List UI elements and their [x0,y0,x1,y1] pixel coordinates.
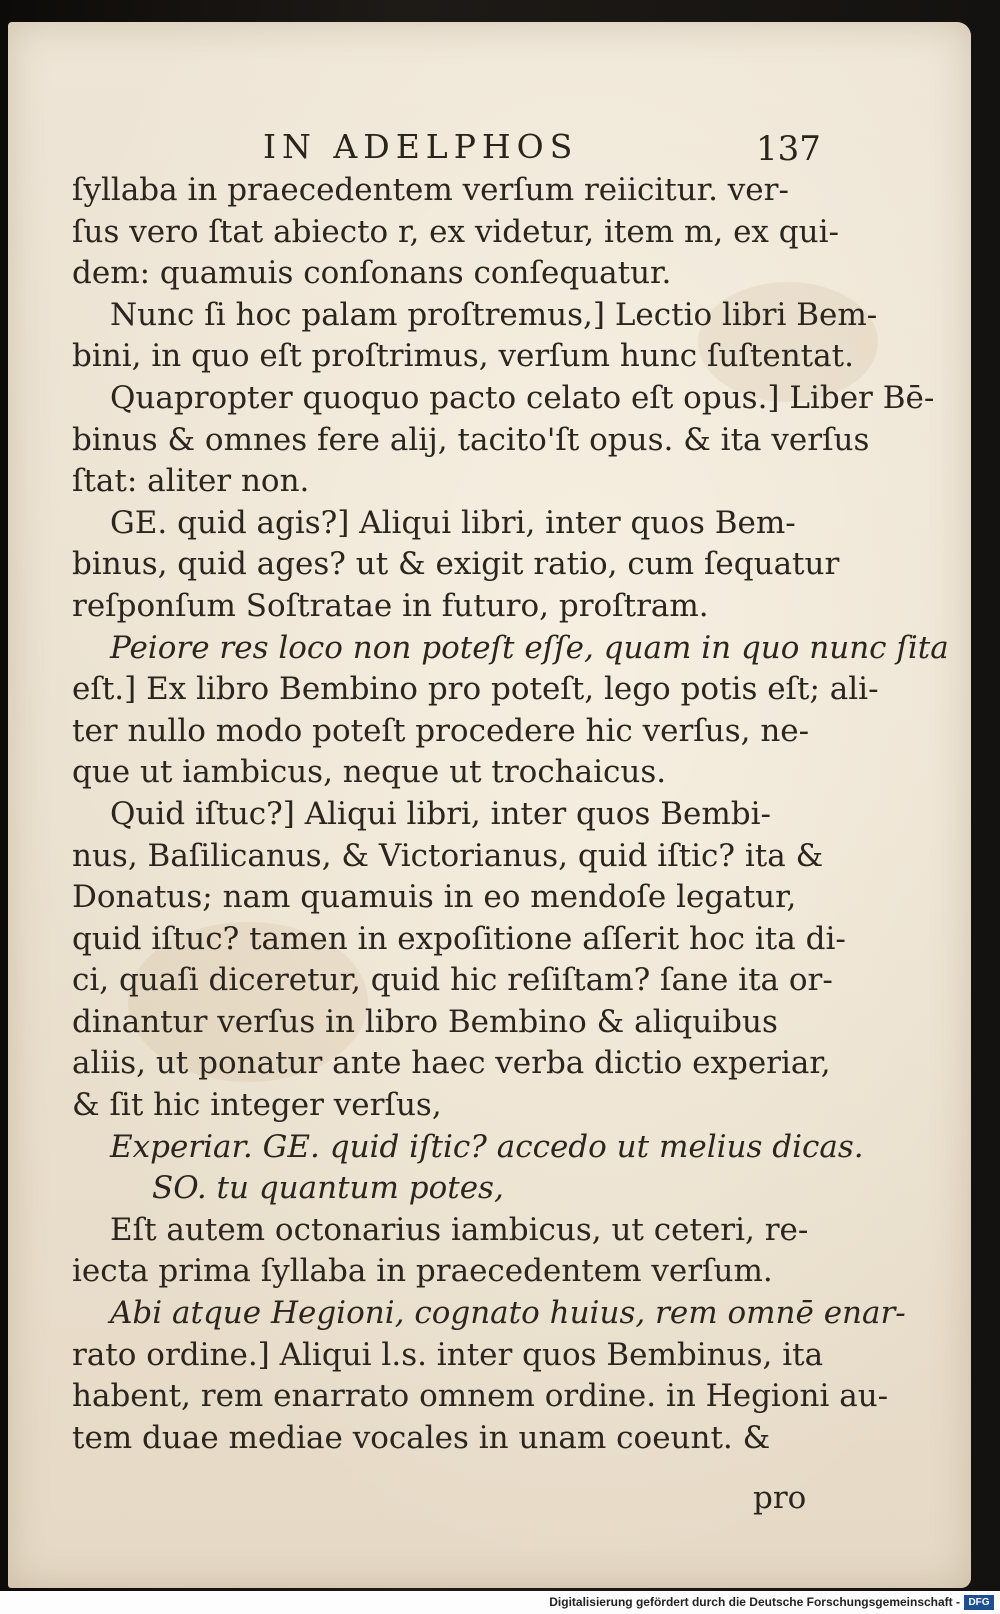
text-line: Abi atque Hegioni, cognato huius, rem omnē enar- [110,1295,906,1332]
body-text [72,170,949,1459]
page-header [8,127,971,172]
text-line: & ſit hic integer verſus, [72,1087,442,1124]
text-line: Peiore res loco non poteſt eſſe, quam in quo nunc ſita [110,629,949,666]
text-line: GE. quid agis?] Aliqui libri, inter quos Bem- [110,504,796,541]
text-line: eſt.] Ex libro Bembino pro poteſt, lego potis eſt; ali- [72,671,879,708]
text-line: SO. tu quantum potes, [152,1170,504,1207]
text-line: Experiar. GE. quid iſtic? accedo ut melius dicas. [110,1128,864,1165]
text-line: aliis, ut ponatur ante haec verba dictio experiar, [72,1045,831,1082]
book-page [8,22,971,1588]
text-line: habent, rem enarrato omnem ordine. in Hegioni au- [72,1378,889,1415]
text-line: Donatus; nam quamuis in eo mendoſe legatur, [72,879,797,916]
text-line: ſyllaba in praecedentem verſum reiicitur. ver- [72,172,789,208]
text-line: Eſt autem octonarius iambicus, ut ceteri, re- [110,1211,809,1248]
text-line: nus, Baſilicanus, & Victorianus, quid iſtic? ita & [72,837,824,874]
text-line: que ut iambicus, neque ut trochaicus. [72,754,667,791]
text-line: ſus vero ſtat abiecto r, ex videtur, item m, ex qui- [72,213,839,250]
text-line: Quid iſtuc?] Aliqui libri, inter quos Bembi- [110,795,771,832]
text-line: quid iſtuc? tamen in expoſitione aſſerit hoc ita di- [72,920,846,957]
text-line: dem: quamuis conſonans conſequatur. [72,255,672,292]
text-line: Quapropter quoquo pacto celato eſt opus.] Liber Bē- [110,379,935,416]
text-line: ter nullo modo poteſt procedere hic verſus, ne- [72,712,810,749]
text-line: binus & omnes fere alij, tacito'ſt opus. & ita verſus [72,421,870,458]
catchword: pro [753,1480,807,1516]
text-line: Nunc ſi hoc palam proſtremus,] Lectio libri Bem- [110,296,878,333]
text-line: dinantur verſus in libro Bembino & aliquibus [72,1003,778,1040]
dfg-logo: DFG [964,1595,994,1610]
text-line: ci, quaſi diceretur, quid hic reſiſtam? ſane ita or- [72,962,833,999]
running-head: IN ADELPHOS [263,127,579,166]
text-line: ſtat: aliter non. [72,463,310,500]
page-number: 137 [756,129,821,169]
text-line: bini, in quo eſt proſtrimus, verſum hunc ſuſtentat. [72,338,854,375]
text-line: iecta prima ſyllaba in praecedentem verſum. [72,1253,773,1290]
text-line: binus, quid ages? ut & exigit ratio, cum ſequatur [72,546,840,583]
text-line: tem duae mediae vocales in unam coeunt. & [72,1419,771,1456]
text-line: reſponſum Soſtratae in futuro, proſtram. [72,587,709,624]
digitization-footer [0,1591,1000,1614]
text-line: rato ordine.] Aliqui l.s. inter quos Bembinus, ita [72,1336,824,1373]
footer-credit: Digitalisierung gefördert durch die Deutsche Forschungsgemeinschaft - [549,1595,960,1609]
